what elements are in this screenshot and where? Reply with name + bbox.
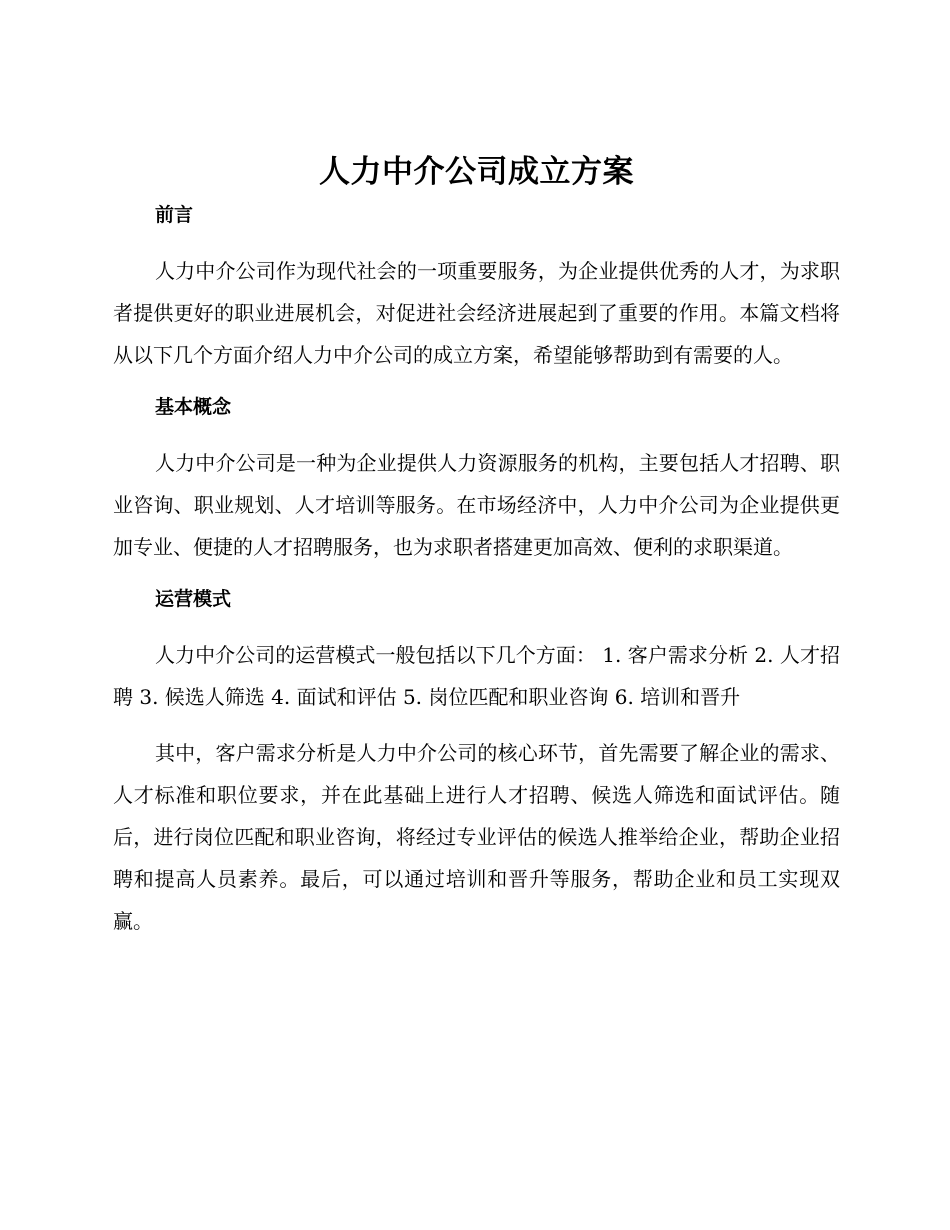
section-heading-preface: 前言 [155, 204, 194, 226]
paragraph-preface: 人力中介公司作为现代社会的一项重要服务，为企业提供优秀的人才，为求职者提供更好的职业进展机会，对促进社会经济进展起到了重要的作用。本篇文档将从以下几个方面介绍人力中介公司的成立方案，希望能够帮助到有需要的人。 [113, 259, 840, 367]
document-page [113, 150, 840, 942]
paragraph-operation-model-list: 人力中介公司的运营模式一般包括以下几个方面： 1. 客户需求分析 2. 人才招聘 3. 候选人筛选 4. 面试和评估 5. 岗位匹配和职业咨询 6. 培训和晋升 [113, 643, 840, 709]
section-heading-basic-concept: 基本概念 [155, 396, 232, 418]
document-title: 人力中介公司成立方案 [319, 154, 634, 190]
paragraph-basic-concept: 人力中介公司是一种为企业提供人力资源服务的机构，主要包括人才招聘、职业咨询、职业规划、人才培训等服务。在市场经济中，人力中介公司为企业提供更加专业、便捷的人才招聘服务，也为求职者搭建更加高效、便利的求职渠道。 [113, 451, 840, 559]
section-heading-operation-model: 运营模式 [155, 588, 232, 610]
paragraph-operation-model-detail: 其中，客户需求分析是人力中介公司的核心环节，首先需要了解企业的需求、人才标准和职位要求，并在此基础上进行人才招聘、候选人筛选和面试评估。随后，进行岗位匹配和职业咨询，将经过专业评估的候选人推举给企业，帮助企业招聘和提高人员素养。最后，可以通过培训和晋升等服务，帮助企业和员工实现双赢。 [113, 741, 840, 933]
